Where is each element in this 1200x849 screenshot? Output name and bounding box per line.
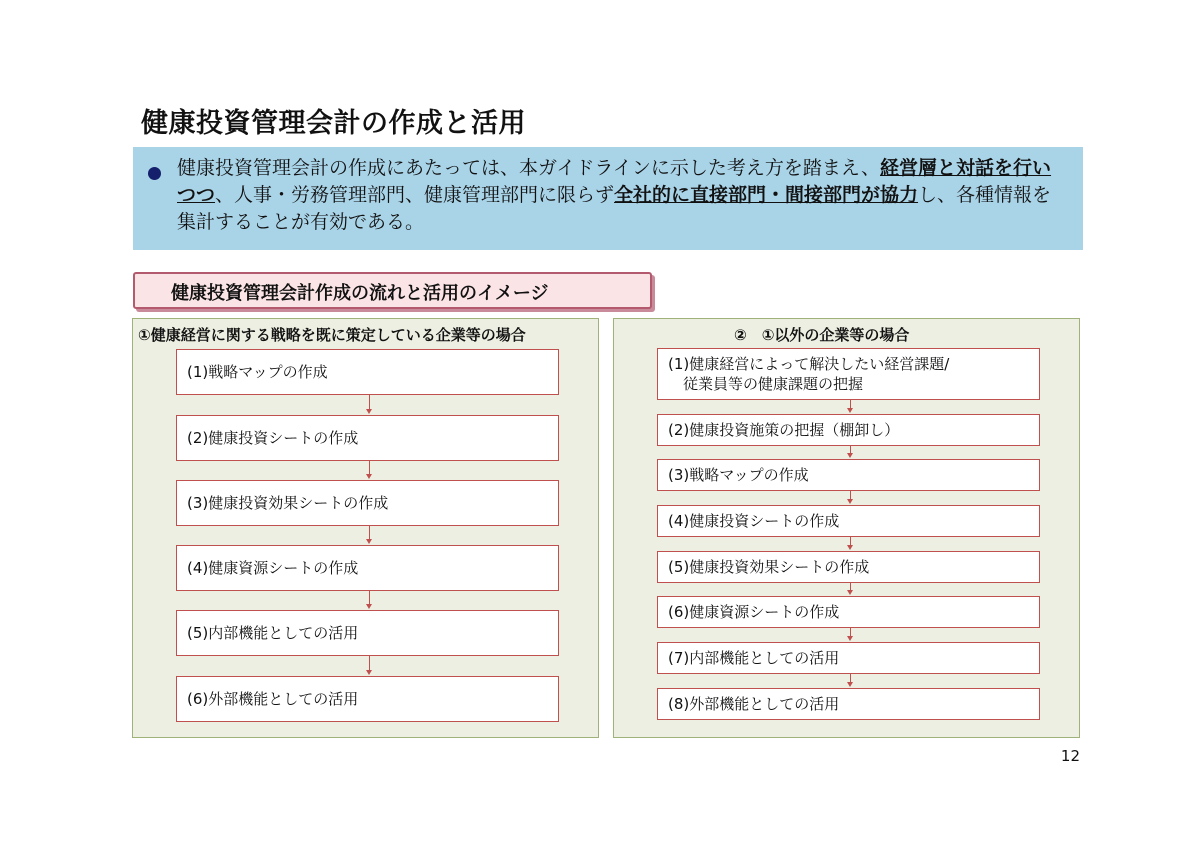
flow-step-label: (2)健康投資シートの作成 (187, 429, 359, 447)
flow-step (657, 505, 1040, 537)
flow-arrow (369, 591, 370, 605)
flow-step (176, 610, 559, 656)
section-label (133, 272, 652, 309)
flow-arrow (850, 583, 851, 591)
flow-arrow (369, 395, 370, 410)
page-number: 12 (1060, 747, 1080, 765)
flow-step (657, 642, 1040, 674)
flow-step-label: (3)健康投資効果シートの作成 (187, 494, 389, 512)
left-flow-panel (132, 318, 599, 738)
left-panel-title: ①健康経営に関する戦略を既に策定している企業等の場合 (138, 326, 526, 344)
flow-step-label: (5)健康投資効果シートの作成 (668, 558, 870, 576)
flow-step-label: (6)健康資源シートの作成 (668, 603, 840, 621)
flow-arrow (850, 674, 851, 683)
page-title: 健康投資管理会計の作成と活用 (141, 108, 526, 139)
flow-step-label: (1)健康経営によって解決したい経営課題/ 従業員等の健康課題の把握 (668, 355, 950, 393)
flow-step-label: (4)健康資源シートの作成 (187, 559, 359, 577)
flow-step (176, 545, 559, 591)
summary-text (177, 155, 1067, 236)
flow-step (176, 349, 559, 395)
flow-step (657, 688, 1040, 720)
flow-arrow (369, 656, 370, 671)
flow-step-label: (3)戦略マップの作成 (668, 466, 809, 484)
flow-step-label: (8)外部機能としての活用 (668, 695, 840, 713)
right-panel-title: ② ①以外の企業等の場合 (734, 326, 910, 344)
flow-arrow (369, 526, 370, 540)
flow-step-label: (4)健康投資シートの作成 (668, 512, 840, 530)
flow-step (657, 596, 1040, 628)
bullet-icon (148, 167, 161, 180)
section-label-text: 健康投資管理会計作成の流れと活用のイメージ (171, 283, 549, 304)
flow-step (657, 459, 1040, 491)
flow-step (176, 480, 559, 526)
flow-arrow (850, 537, 851, 546)
flow-arrow (850, 491, 851, 500)
flow-arrow (369, 461, 370, 475)
flow-step (176, 415, 559, 461)
flow-step-label: (6)外部機能としての活用 (187, 690, 359, 708)
flow-step (657, 551, 1040, 583)
summary-part: 、人事・労務管理部門、健康管理部門に限らず (215, 184, 615, 206)
flow-step-label: (2)健康投資施策の把握（棚卸し） (668, 421, 900, 439)
summary-box (133, 147, 1083, 250)
flow-arrow (850, 628, 851, 637)
flow-step (176, 676, 559, 722)
right-flow-panel (613, 318, 1080, 738)
flow-step (657, 348, 1040, 400)
flow-step-label: (1)戦略マップの作成 (187, 363, 328, 381)
summary-emphasis: 全社的に直接部門・間接部門が協力 (614, 184, 919, 206)
flow-step-label: (5)内部機能としての活用 (187, 624, 359, 642)
flow-step (657, 414, 1040, 446)
summary-part: し、各種情報を集計することが有効である。 (177, 184, 1052, 233)
summary-emphasis: 経営層と対話を行いつつ (177, 157, 1052, 206)
flow-arrow (850, 400, 851, 409)
flow-arrow (850, 446, 851, 454)
flow-step-label: (7)内部機能としての活用 (668, 649, 840, 667)
summary-part: 健康投資管理会計の作成にあたっては、本ガイドラインに示した考え方を踏まえ、 (177, 157, 881, 179)
